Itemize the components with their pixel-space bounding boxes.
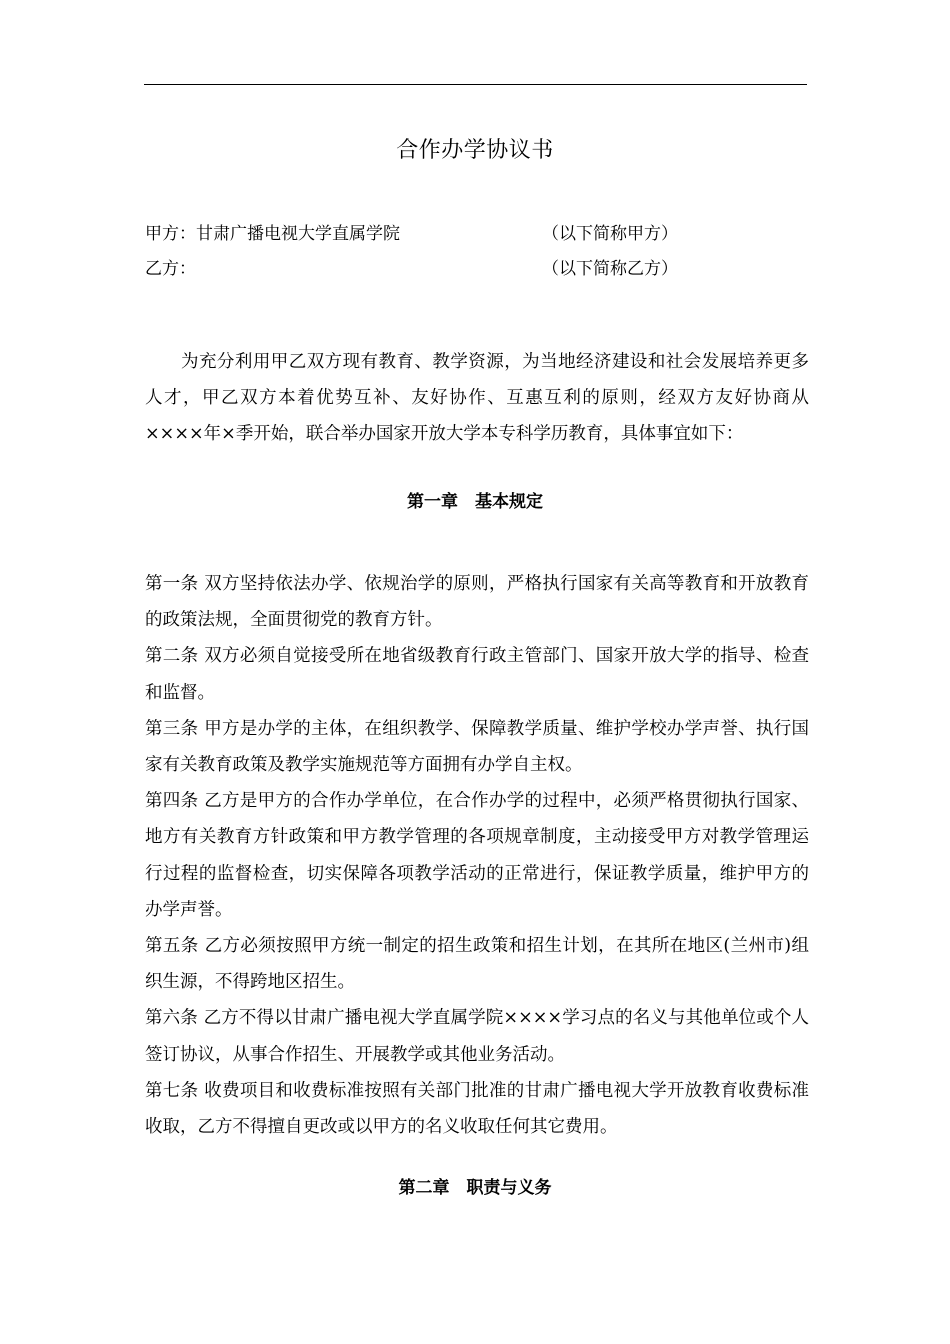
article-4: 第四条 乙方是甲方的合作办学单位，在合作办学的过程中，必须严格贯彻执行国家、地方有关教育方针政策和甲方教学管理的各项规章制度，主动接受甲方对教学管理运行过程的监督检查，切实保障各项教学活动的正常进行，保证教学质量，维护甲方的办学声誉。 xyxy=(145,791,809,920)
document-title: 合作办学协议书 xyxy=(396,138,554,163)
party-b-line: 乙方： xyxy=(145,259,196,279)
intro-paragraph: 为充分利用甲乙双方现有教育、教学资源，为当地经济建设和社会发展培养更多人才，甲乙双方本着优势互补、友好协作、互惠互利的原则，经双方友好协商从××××年×季开始，联合举办国家开放大学本专科学历教育，具体事宜如下： xyxy=(145,352,809,444)
article-6: 第六条 乙方不得以甘肃广播电视大学直属学院××××学习点的名义与其他单位或个人签订协议，从事合作招生、开展教学或其他业务活动。 xyxy=(145,1008,809,1065)
chapter-1-heading: 第一章 基本规定 xyxy=(407,492,543,512)
party-a-line: 甲方：甘肃广播电视大学直属学院 xyxy=(145,224,400,244)
article-2: 第二条 双方必须自觉接受所在地省级教育行政主管部门、国家开放大学的指导、检查和监督。 xyxy=(145,646,809,703)
articles-list xyxy=(145,566,809,1145)
article-1: 第一条 双方坚持依法办学、依规治学的原则，严格执行国家有关高等教育和开放教育的政策法规，全面贯彻党的教育方针。 xyxy=(145,574,809,631)
article-5: 第五条 乙方必须按照甲方统一制定的招生政策和招生计划，在其所在地区(兰州市)组织生源，不得跨地区招生。 xyxy=(145,936,809,993)
party-a-note: （以下简称甲方） xyxy=(542,224,678,244)
chapter-2-heading: 第二章 职责与义务 xyxy=(398,1178,552,1198)
article-3: 第三条 甲方是办学的主体，在组织教学、保障教学质量、维护学校办学声誉、执行国家有关教育政策及教学实施规范等方面拥有办学自主权。 xyxy=(145,718,809,776)
party-b-note: （以下简称乙方） xyxy=(542,259,678,279)
header-rule xyxy=(144,84,807,85)
article-7: 第七条 收费项目和收费标准按照有关部门批准的甘肃广播电视大学开放教育收费标准收取，乙方不得擅自更改或以甲方的名义收取任何其它费用。 xyxy=(145,1080,809,1138)
